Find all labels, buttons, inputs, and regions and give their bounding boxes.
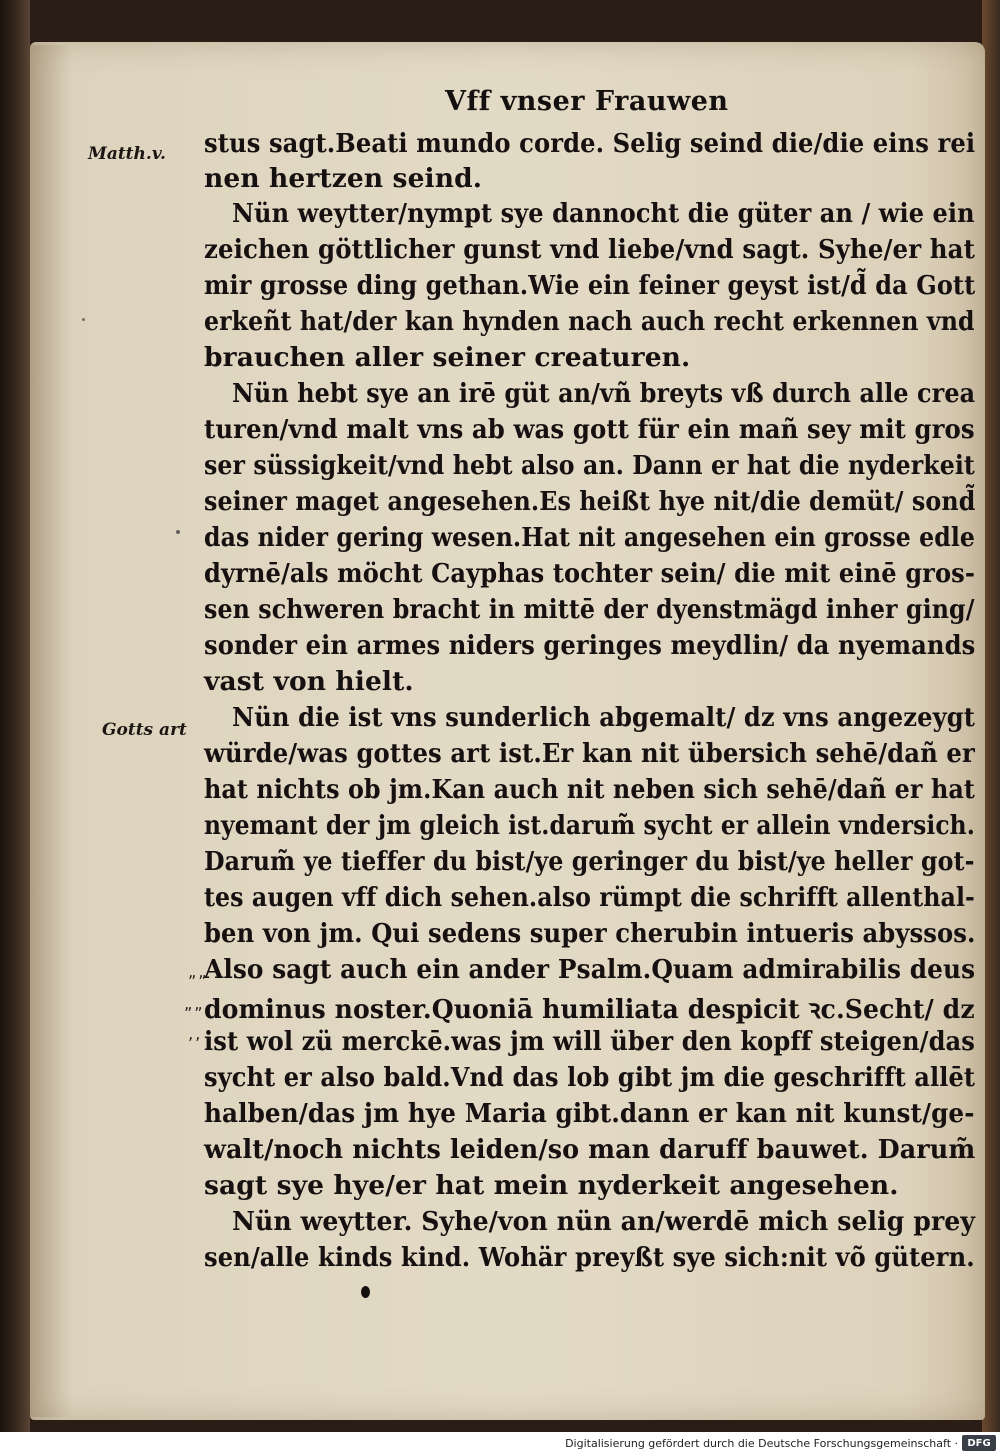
text-line: hat nichts ob jm.Kan auch nit neben sich sehē/dañ er hat: [204, 774, 975, 805]
text-line: stus sagt.Beati mundo corde. Selig seind die/die eins rei: [204, 128, 976, 159]
text-line: sycht er also bald.Vnd das lob gibt jm die geschrifft allēt: [204, 1062, 976, 1093]
text-line: Also sagt auch ein ander Psalm.Quam admirabilis deus: [204, 954, 976, 985]
ink-speck-icon: [82, 318, 85, 321]
text-line: mir grosse ding gethan.Wie ein feiner geyst ist/d̃ da Gott: [204, 270, 976, 301]
marginal-quote-mark-icon: „„: [188, 962, 209, 981]
text-line: das nider gering wesen.Hat nit angesehen ein grosse edle: [204, 522, 975, 553]
footer-credit: Digitalisierung gefördert durch die Deutsche Forschungsgemeinschaft ·: [565, 1437, 958, 1450]
text-line: dominus noster.Quoniā humiliata despicit ꝛc.Secht/ dz: [204, 994, 975, 1025]
running-head: Vff vnser Frauwen: [445, 86, 729, 117]
text-line: sen schweren bracht in mittē der dyenstmägd inher ging/: [204, 594, 975, 625]
text-line: zeichen göttlicher gunst vnd liebe/vnd sagt. Syhe/er hat: [204, 234, 976, 265]
text-line: nen hertzen seind.: [204, 163, 483, 194]
text-line: sonder ein armes niders geringes meydlin/ da nyemands: [204, 630, 976, 661]
text-line: seiner maget angesehen.Es heißt hye nit/die demüt/ sond̃: [204, 486, 976, 517]
ink-speck-icon: [176, 530, 180, 534]
dfg-logo-icon: DFG: [962, 1435, 996, 1451]
text-line: tes augen vff dich sehen.also rümpt die schrifft allenthal-: [204, 882, 975, 913]
text-line: sen/alle kinds kind. Wohär preyßt sye sich:nit võ gütern.: [204, 1242, 975, 1273]
text-line: halben/das jm hye Maria gibt.dann er kan nit kunst/ge-: [204, 1098, 975, 1129]
text-line: ist wol zü merckē.was jm will über den kopff steigen/das: [204, 1026, 976, 1057]
text-line: nyemant der jm gleich ist.darum̃ sycht er allein vndersich.: [204, 810, 975, 841]
margin-note-matthew: Matth.v.: [88, 144, 166, 164]
text-line: Nün hebt sye an irē güt an/vñ breyts vß durch alle crea: [232, 378, 976, 409]
text-line: walt/noch nichts leiden/so man daruff bauwet. Darum̃: [204, 1134, 976, 1165]
text-line: ser süssigkeit/vnd hebt also an. Dann er hat die nyderkeit: [204, 450, 975, 481]
text-line: sagt sye hye/er hat mein nyderkeit angesehen.: [204, 1170, 899, 1201]
text-line: brauchen aller seiner creaturen.: [204, 342, 691, 373]
book-cover-left-edge: [0, 0, 30, 1432]
digitization-footer: [0, 1432, 1000, 1455]
text-line: Nün weytter. Syhe/von nün an/werdē mich selig prey: [232, 1206, 976, 1237]
text-line: Darum̃ ye tieffer du bist/ye geringer du bist/ye heller got-: [204, 846, 975, 877]
text-line: Nün die ist vns sunderlich abgemalt/ dz vns angezeygt: [232, 702, 976, 733]
text-line: erkeñt hat/der kan hynden nach auch recht erkennen vnd: [204, 306, 975, 337]
margin-note-gotts-art: Gotts art: [102, 720, 187, 740]
text-line: würde/was gottes art ist.Er kan nit übersich sehē/dañ er: [204, 738, 975, 769]
text-line: turen/vnd malt vns ab was gott für ein mañ sey mit gros: [204, 414, 975, 445]
text-line: vast von hielt.: [204, 666, 414, 697]
page-gutter-shadow: [30, 45, 74, 1417]
marginal-quote-mark-icon: ‚‚: [188, 1024, 203, 1043]
text-line: Nün weytter/nympt sye dannocht die güter an / wie ein: [232, 198, 975, 229]
marginal-quote-mark-icon: „„: [184, 994, 205, 1013]
ink-blot-icon: [361, 1286, 370, 1298]
text-line: dyrnē/als möcht Cayphas tochter sein/ die mit einē gros-: [204, 558, 975, 589]
text-line: ben von jm. Qui sedens super cherubin intueris abyssos.: [204, 918, 976, 949]
